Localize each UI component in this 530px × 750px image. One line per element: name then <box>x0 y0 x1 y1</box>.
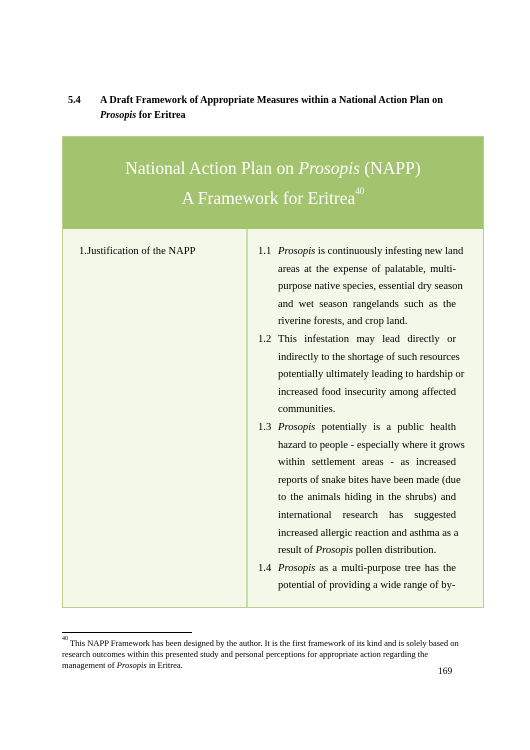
line-text: potential of providing a wide range of by- <box>278 580 456 592</box>
item-line <box>278 366 465 384</box>
line-text: purpose native species, essential dry season <box>278 281 463 293</box>
item-line <box>278 261 456 279</box>
line-text: pollen distribution. <box>352 545 437 557</box>
line-text: communities. <box>278 404 336 416</box>
item-line <box>278 419 456 437</box>
italic-term: Prosopis <box>315 545 353 557</box>
line-text: potentially ultimately leading to hardship or <box>278 369 465 381</box>
row-label: 1.Justification of the NAPP <box>79 246 196 257</box>
item-number: 1.4 <box>258 562 272 574</box>
section-title-line2 <box>100 108 186 123</box>
line-text: areas at the expense of palatable, multi- <box>278 263 456 275</box>
page-number: 169 <box>438 667 453 677</box>
banner-title <box>63 157 483 179</box>
footnote-marker: 40 <box>62 636 68 642</box>
item-line <box>278 401 456 419</box>
item-line <box>278 437 465 455</box>
section-number: 5.4 <box>68 95 81 106</box>
column-divider <box>246 229 248 608</box>
line-text: This infestation may lead directly or <box>278 333 456 345</box>
banner-title-post: (NAPP) <box>359 158 421 178</box>
item-line <box>278 489 456 507</box>
item-line <box>278 278 463 296</box>
line-text: reports of snake bites have been made (due <box>278 474 461 486</box>
item-line <box>278 243 464 261</box>
italic-term: Prosopis <box>278 421 316 433</box>
italic-term: Prosopis <box>278 246 316 257</box>
section-title-italic: Prosopis <box>100 110 137 121</box>
item-line <box>278 331 456 349</box>
item-number: 1.3 <box>258 421 272 433</box>
banner-subtitle-text: A Framework for Eritrea <box>181 187 356 208</box>
framework-banner <box>63 137 483 229</box>
line-text: as a multi-purpose tree has the <box>315 562 456 574</box>
item-line <box>278 296 456 314</box>
item-line <box>278 560 456 578</box>
footnote-ref: 40 <box>355 186 365 196</box>
justification-item <box>258 331 465 419</box>
item-line <box>278 577 456 595</box>
framework-table <box>63 229 483 608</box>
justification-item <box>258 560 456 595</box>
footnote-text: This NAPP Framework has been designed by the author. It is the first framework of its kind and is solely based on research outcomes within this presented study and personal perceptions for appropriate action regarding the management of <box>62 637 459 670</box>
item-line <box>278 384 456 402</box>
framework-box <box>62 136 484 608</box>
item-line <box>278 542 456 560</box>
footnote-rule <box>62 632 192 633</box>
line-text: and wet season rangelands such as the <box>278 298 456 310</box>
item-line <box>278 525 459 543</box>
line-text: within settlement areas - as increased <box>278 457 456 469</box>
italic-term: Prosopis <box>278 562 316 574</box>
item-number: 1.1 <box>258 246 272 257</box>
item-line <box>278 313 456 331</box>
line-text: potentially is a public health <box>315 421 456 433</box>
line-text: hazard to people - especially where it grows <box>278 439 465 451</box>
item-line <box>278 507 456 525</box>
line-text: result of <box>278 545 316 557</box>
section-title-rest: for Eritrea <box>136 110 186 121</box>
line-text: increased food insecurity among affected <box>278 386 456 398</box>
line-text: indirectly to the shortage of such resources <box>278 351 460 363</box>
line-text: to the animals hiding in the shrubs) and <box>278 492 456 504</box>
justification-item <box>258 243 464 331</box>
footnote <box>62 636 462 671</box>
banner-subtitle <box>63 183 483 209</box>
line-text: is continuously infesting new land <box>315 246 464 257</box>
section-title-line1: A Draft Framework of Appropriate Measures within a National Action Plan on <box>100 95 443 106</box>
item-line <box>278 349 460 367</box>
item-number: 1.2 <box>258 333 272 345</box>
justification-item <box>258 419 465 560</box>
banner-title-pre: National Action Plan on <box>125 158 299 178</box>
line-text: riverine forests, and crop land. <box>278 316 408 328</box>
footnote-text-end: in Eritrea. <box>146 659 183 670</box>
item-line <box>278 454 456 472</box>
line-text: increased allergic reaction and asthma as a <box>278 527 459 539</box>
line-text: international research has suggested <box>278 509 456 521</box>
banner-title-italic: Prosopis <box>298 158 360 178</box>
footnote-italic: Prosopis <box>116 659 147 670</box>
justification-items <box>258 243 465 595</box>
item-line <box>278 472 461 490</box>
